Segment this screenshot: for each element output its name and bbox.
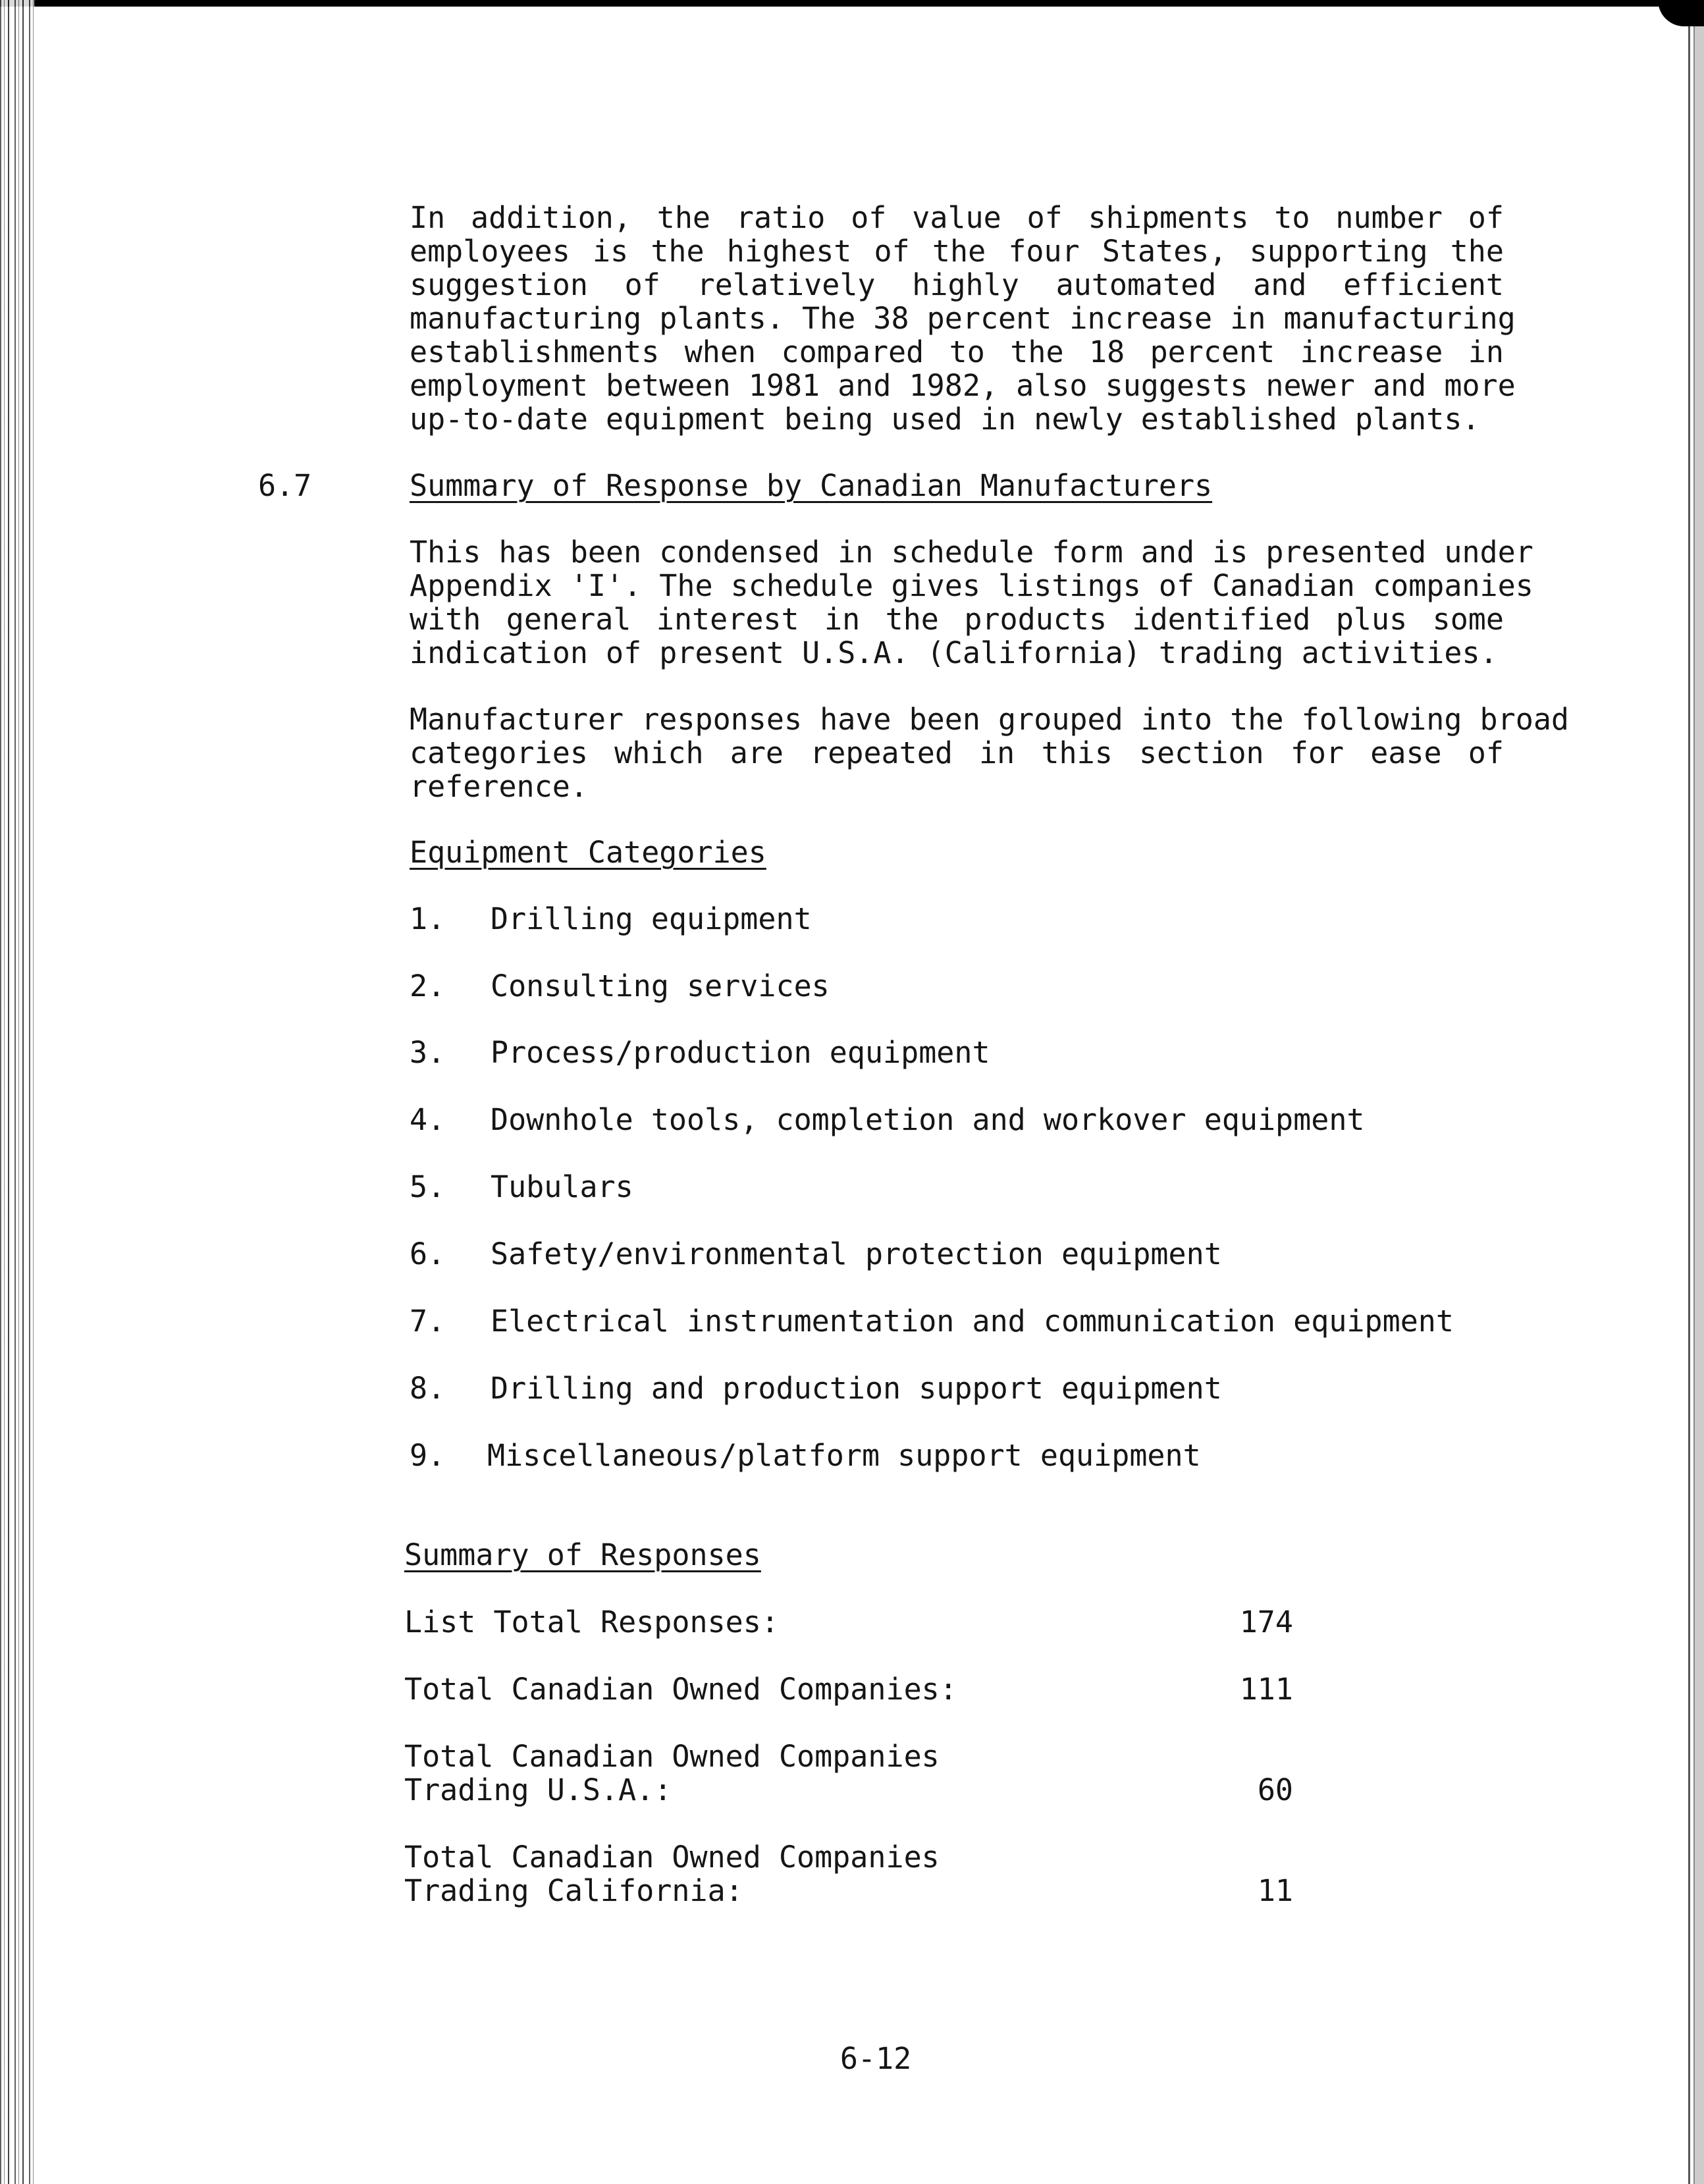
category-text: Consulting services xyxy=(491,969,830,1003)
category-number: 1. xyxy=(410,901,446,936)
summary-heading: Summary of Responses xyxy=(404,1537,761,1572)
paragraph-line: Manufacturer responses have been grouped into the following broad xyxy=(410,702,1569,737)
page-number: 6-12 xyxy=(839,2041,912,2076)
summary-label xyxy=(404,1740,940,1807)
category-number: 6. xyxy=(410,1237,446,1271)
category-text: Process/production equipment xyxy=(491,1035,990,1070)
paragraph-line: suggestion of relatively highly automated and efficient xyxy=(410,267,1504,302)
category-text: Safety/environmental protection equipment xyxy=(491,1237,1222,1271)
paragraph-line: This has been condensed in schedule form and is presented under xyxy=(410,535,1533,570)
category-text: Miscellaneous/platform support equipment xyxy=(487,1438,1201,1473)
summary-row xyxy=(404,1740,1293,1807)
category-number: 9. xyxy=(410,1438,446,1473)
category-number: 7. xyxy=(410,1304,446,1339)
summary-label xyxy=(404,1840,940,1907)
scan-right-edge xyxy=(1684,0,1704,2184)
paragraph-line-last: up-to-date equipment being used in newly established plants. xyxy=(410,402,1480,437)
category-text: Drilling equipment xyxy=(491,901,812,936)
summary-label-line: Trading U.S.A.: xyxy=(404,1772,672,1807)
paragraph-line: employment between 1981 and 1982, also suggests newer and more xyxy=(410,368,1516,403)
scan-left-binding-edge xyxy=(0,0,34,2184)
summary-value: 111 xyxy=(1239,1672,1293,1707)
paragraph-line: employees is the highest of the four States, supporting the xyxy=(410,234,1504,269)
summary-label: List Total Responses: xyxy=(404,1605,779,1639)
summary-value: 11 xyxy=(1257,1873,1293,1908)
paragraph-line: categories which are repeated in this section for ease of xyxy=(410,735,1504,770)
paragraph-line: with general interest in the products identified plus some xyxy=(410,602,1504,637)
intro-paragraph xyxy=(410,200,1516,437)
summary-value: 60 xyxy=(1257,1772,1293,1807)
schedule-paragraph xyxy=(410,535,1533,670)
section-number: 6.7 xyxy=(258,468,312,503)
paragraph-line: manufacturing plants. The 38 percent increase in manufacturing xyxy=(410,301,1516,336)
summary-row xyxy=(404,1605,1293,1639)
summary-label-line: Trading California: xyxy=(404,1873,743,1908)
paragraph-line: Appendix 'I'. The schedule gives listings of Canadian companies xyxy=(410,568,1533,603)
summary-value: 174 xyxy=(1239,1605,1293,1639)
category-number: 2. xyxy=(410,969,446,1003)
category-text: Tubulars xyxy=(491,1169,633,1204)
category-text: Electrical instrumentation and communication equipment xyxy=(491,1304,1454,1339)
category-number: 5. xyxy=(410,1169,446,1204)
summary-label-line: Total Canadian Owned Companies xyxy=(404,1840,940,1875)
scan-top-edge xyxy=(0,0,1704,7)
scan-corner-shadow xyxy=(1658,0,1704,26)
equipment-categories-heading: Equipment Categories xyxy=(410,835,766,870)
paragraph-line-last: indication of present U.S.A. (California) trading activities. xyxy=(410,635,1498,670)
category-text: Drilling and production support equipment xyxy=(491,1371,1222,1406)
paragraph-line: establishments when compared to the 18 percent increase in xyxy=(410,334,1504,369)
categories-intro-paragraph xyxy=(410,702,1569,804)
section-title: Summary of Response by Canadian Manufacturers xyxy=(410,468,1213,503)
summary-row xyxy=(404,1840,1293,1907)
summary-label: Total Canadian Owned Companies: xyxy=(404,1672,957,1707)
paragraph-line-last: reference. xyxy=(410,769,588,804)
summary-row xyxy=(404,1672,1293,1706)
category-text: Downhole tools, completion and workover equipment xyxy=(491,1102,1365,1137)
category-number: 8. xyxy=(410,1371,446,1406)
summary-label-line: Total Canadian Owned Companies xyxy=(404,1739,940,1774)
paragraph-line: In addition, the ratio of value of shipments to number of xyxy=(410,200,1504,235)
category-number: 3. xyxy=(410,1035,446,1070)
category-number: 4. xyxy=(410,1102,446,1137)
